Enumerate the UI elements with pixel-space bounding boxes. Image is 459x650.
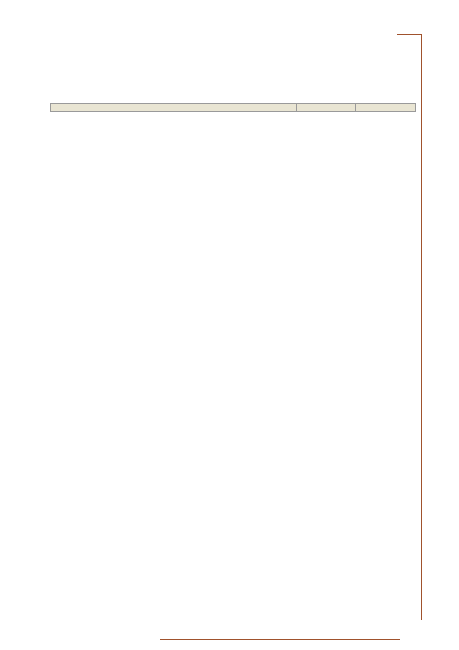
table-header-row xyxy=(51,104,416,112)
statistics-table xyxy=(50,103,416,112)
header-cell xyxy=(356,104,416,112)
decorative-rule-top xyxy=(397,34,421,35)
decorative-rule-right xyxy=(421,34,422,620)
decorative-rule-bottom xyxy=(160,639,400,640)
bar-chart xyxy=(205,495,345,610)
header-cell xyxy=(297,104,356,112)
header-cell xyxy=(51,104,297,112)
